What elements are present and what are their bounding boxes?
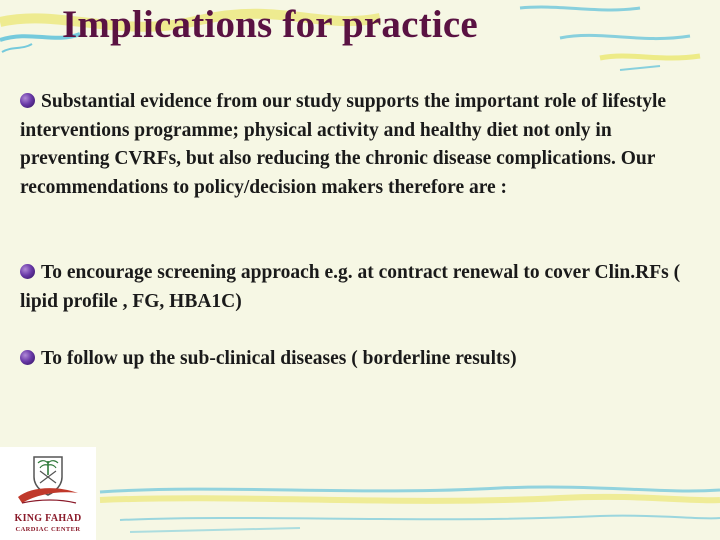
bullet-text: To follow up the sub-clinical diseases ( borderline results) xyxy=(41,348,517,369)
logo-name-line-2: CARDIAC CENTER xyxy=(15,526,81,533)
bullet-paragraph-1 xyxy=(20,88,700,202)
bullet-icon xyxy=(20,350,35,365)
bullet-text: To encourage screening approach e.g. at contract renewal to cover Clin.RFs ( lipid profile , FG, HBA1C) xyxy=(20,262,681,312)
bullet-text: Substantial evidence from our study supports the important role of lifestyle interventions programme; physical activity and healthy diet not only in preventing CVRFs, but also reducing the chronic disease complications. Our recommendations to policy/decision makers therefore are : xyxy=(20,91,667,198)
bullet-paragraph-2 xyxy=(20,259,700,316)
bullet-paragraph-3 xyxy=(20,345,700,374)
crest-icon xyxy=(0,447,96,513)
logo-name-line-1: KING FAHAD xyxy=(14,513,82,524)
bullet-icon xyxy=(20,264,35,279)
bullet-icon xyxy=(20,93,35,108)
hospital-logo xyxy=(0,447,96,540)
slide-title: Implications for practice xyxy=(62,3,478,46)
